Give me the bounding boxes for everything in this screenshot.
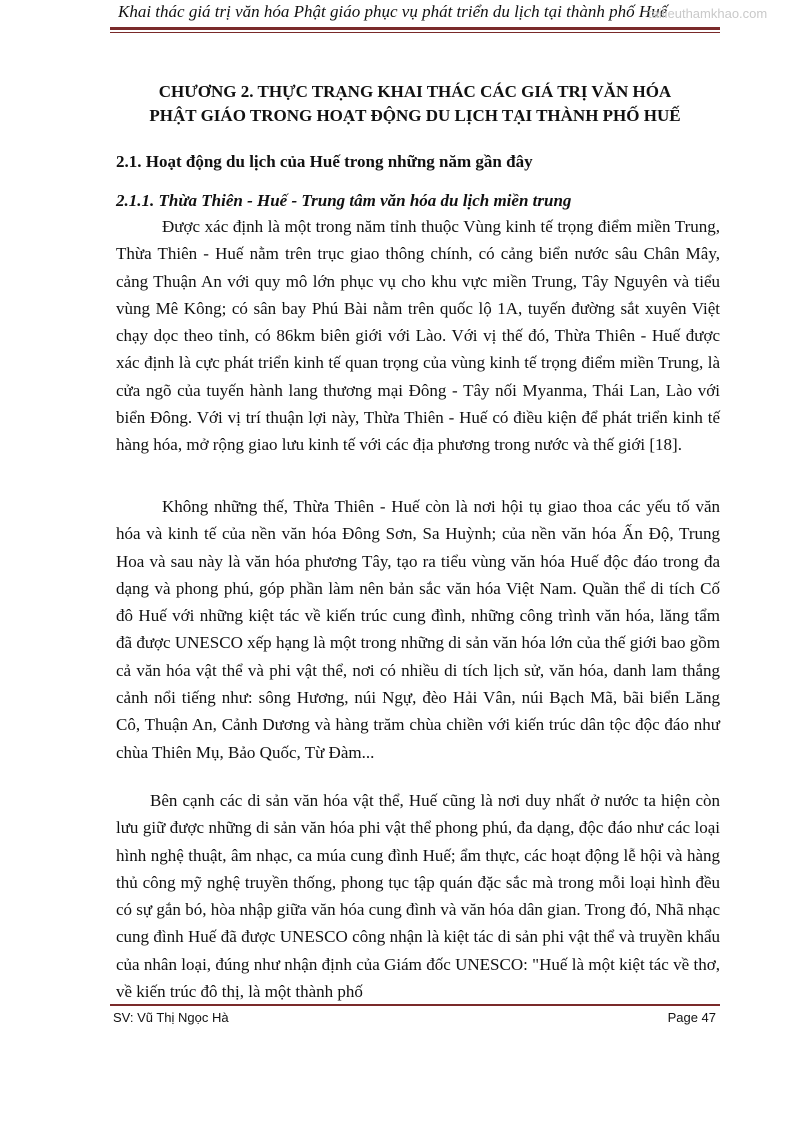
paragraph-2	[116, 493, 720, 766]
footer-rule	[110, 1004, 720, 1006]
paragraph-2-text: Không những thế, Thừa Thiên - Huế còn là nơi hội tụ giao thoa các yếu tố văn hóa và kinh tế của nền văn hóa Đông Sơn, Sa Huỳnh; của nền văn hóa Ấn Độ, Trung Hoa và sau này là văn hóa phương Tây, tạo ra tiểu vùng văn hóa Huế độc đáo trong đa dạng và phong phú, góp phần làm nên bản sắc văn hóa Việt Nam. Quần thể di tích Cố đô Huế với những kiệt tác về kiến trúc cung đình, những công trình văn hóa, lăng tẩm đã được UNESCO xếp hạng là một trong những di sản văn hóa lớn của thế giới bao gồm cả văn hóa vật thể và phi vật thể, nơi có nhiều di tích lịch sử, văn hóa, danh lam thắng cảnh nổi tiếng như: sông Hương, núi Ngự, đèo Hải Vân, núi Bạch Mã, bãi biển Lăng Cô, Thuận An, Cảnh Dương và hàng trăm chùa chiền với kiến trúc dân tộc độc đáo như chùa Thiên Mụ, Bảo Quốc, Từ Đàm...	[116, 497, 720, 762]
chapter-title-line-2: PHẬT GIÁO TRONG HOẠT ĐỘNG DU LỊCH TẠI THÀNH PHỐ HUẾ	[149, 106, 681, 125]
section-heading: 2.1. Hoạt động du lịch của Huế trong những năm gần đây	[116, 152, 533, 171]
paragraph-1-text: Được xác định là một trong năm tỉnh thuộc Vùng kinh tế trọng điểm miền Trung, Thừa Thiên - Huế nằm trên trục giao thông chính, có cảng biển nước sâu Chân Mây, cảng Thuận An với quy mô lớn phục vụ cho khu vực miền Trung, Tây Nguyên và tiểu vùng Mê Kông; có sân bay Phú Bài nằm trên quốc lộ 1A, tuyến đường sắt xuyên Việt chạy dọc theo tỉnh, có 86km biên giới với Lào. Với vị thế đó, Thừa Thiên - Huế được xác định là cực phát triển kinh tế quan trọng của vùng kinh tế trọng điểm miền Trung, là cửa ngõ của tuyến hành lang thương mại Đông - Tây nối Myanma, Thái Lan, Lào với biển Đông. Với vị trí thuận lợi này, Thừa Thiên - Huế có điều kiện để phát triển kinh tế hàng hóa, mở rộng giao lưu kinh tế với các địa phương trong nước và thế giới [18].	[116, 217, 720, 455]
running-header-title: Khai thác giá trị văn hóa Phật giáo phục vụ phát triển du lịch tại thành phố Huế	[118, 2, 668, 21]
footer-page-number: Page 47	[667, 1010, 716, 1025]
chapter-title-line-1: CHƯƠNG 2. THỰC TRẠNG KHAI THÁC CÁC GIÁ TRỊ VĂN HÓA	[158, 82, 672, 101]
header-rule-thin	[110, 32, 720, 33]
footer-author: SV: Vũ Thị Ngọc Hà	[113, 1010, 229, 1025]
subsection-heading: 2.1.1. Thừa Thiên - Huế - Trung tâm văn hóa du lịch miền trung	[116, 191, 572, 210]
paragraph-3	[116, 787, 720, 1005]
paragraph-1	[116, 213, 720, 459]
header-rule-thick	[110, 27, 720, 30]
paragraph-3-text: Bên cạnh các di sản văn hóa vật thể, Huế cũng là nơi duy nhất ở nước ta hiện còn lưu giữ được những di sản văn hóa phi vật thể phong phú, đa dạng, độc đáo như các loại hình nghệ thuật, âm nhạc, ca múa cung đình Huế; ẩm thực, các hoạt động lễ hội và hàng thủ công mỹ nghệ truyền thống, phong tục tập quán đặc sắc mà trong mỗi loại hình đều có sự gắn bó, hòa nhập giữa văn hóa cung đình và văn hóa dân gian. Trong đó, Nhã nhạc cung đình Huế đã được UNESCO công nhận là kiệt tác di sản phi vật thể và truyền khẩu của nhân loại, đúng như nhận định của Giám đốc UNESCO: "Huế là một kiệt tác về thơ, về kiến trúc đô thị, là một thành phố	[116, 791, 720, 1002]
watermark-text: tailieuthamkhao.com	[648, 6, 768, 21]
